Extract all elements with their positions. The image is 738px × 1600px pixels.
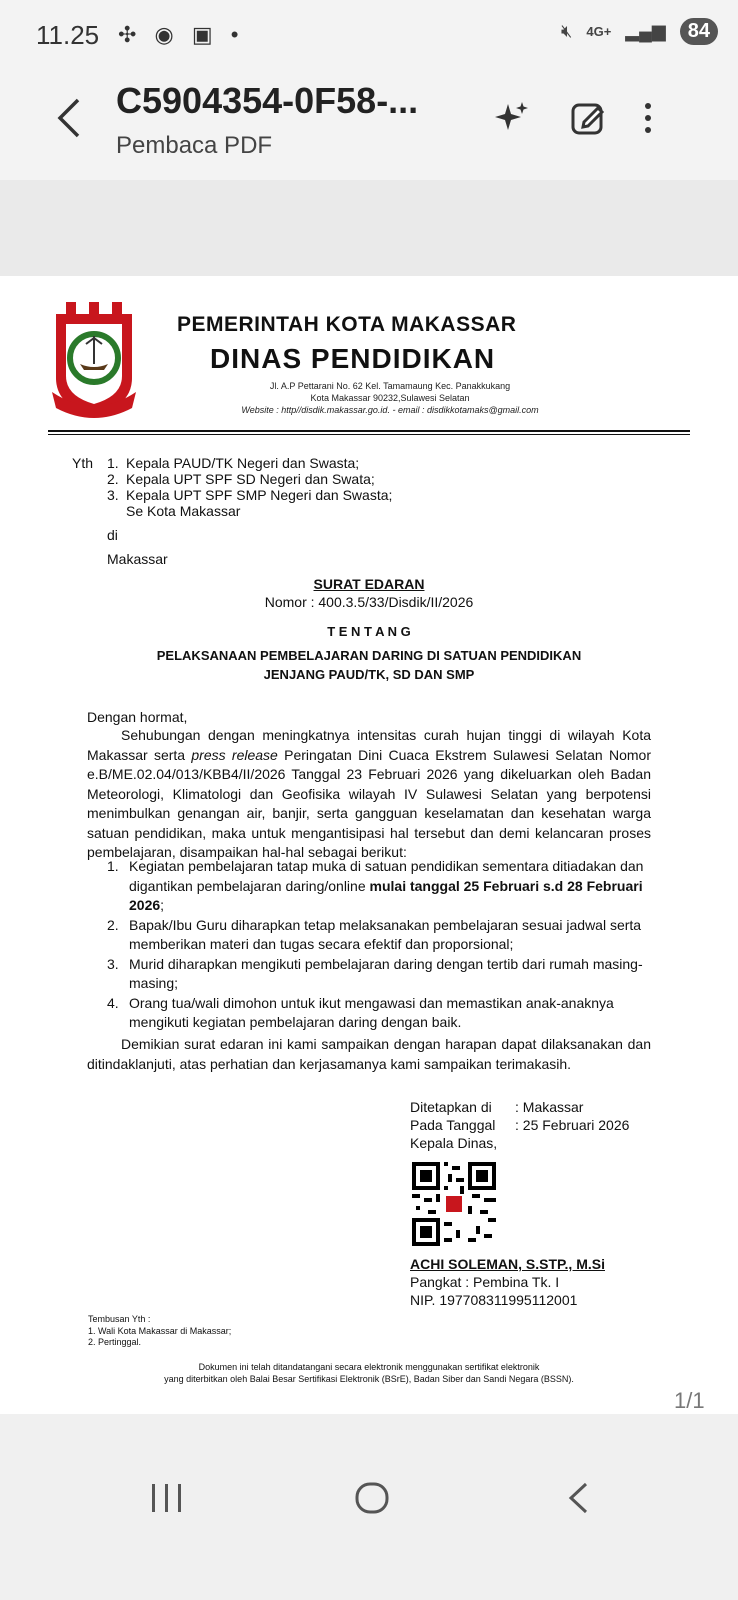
- list-text: Orang tua/wali dimohon untuk ikut mengawasi dan memastikan anak-anaknya mengikuti kegiatan pembelajaran daring dengan baik.: [129, 994, 614, 1030]
- kepala-label: Kepala Dinas,: [410, 1135, 498, 1151]
- subject-line-1: PELAKSANAAN PEMBELAJARAN DARING DI SATUAN PENDIDIKAN: [156, 648, 582, 663]
- document-title: C5904354-0F58-...: [116, 80, 419, 121]
- page-indicator: 1/1: [674, 1388, 705, 1413]
- esign-footer-1: Dokumen ini telah ditandatangani secara elektronik menggunakan sertifikat elektronik: [198, 1362, 540, 1372]
- se-kota: Se Kota Makassar: [126, 503, 241, 519]
- tanggal-label: Pada Tanggal: [410, 1117, 496, 1133]
- dept-heading: DINAS PENDIDIKAN: [210, 343, 496, 374]
- body-text-em: press release: [191, 746, 278, 763]
- header-rule-thin: [48, 434, 690, 435]
- address-line-3: Website : http//disdik.makassar.go.id. - email : disdikkotamaks@gmail.com: [241, 405, 539, 415]
- tembusan-2: 2. Pertinggal.: [88, 1337, 142, 1347]
- list-num: 2.: [107, 916, 119, 933]
- closing-paragraph: Demikian surat edaran ini kami sampaikan dengan harapan dapat dilaksanakan dan ditindaklanjuti, atas perhatian dan kerjasamanya kami sampaikan terimakasih.: [87, 1036, 651, 1072]
- signal-icon: ▂▄▆: [625, 21, 666, 41]
- yth-label: Yth: [72, 455, 94, 471]
- network-label: 4G+: [586, 24, 612, 39]
- gov-heading: PEMERINTAH KOTA MAKASSAR: [177, 313, 517, 336]
- list-num: 1.: [107, 858, 119, 874]
- home-icon[interactable]: [354, 1480, 390, 1516]
- body-paragraph: [87, 726, 651, 863]
- recipient-3: Kepala UPT SPF SMP Negeri dan Swasta;: [126, 487, 393, 503]
- address-line-1: Jl. A.P Pettarani No. 62 Kel. Tamamaung Kec. Panakkukang: [269, 381, 511, 391]
- list-item: [107, 994, 653, 1033]
- city-crest-logo: [48, 298, 140, 420]
- item-tail: ;: [160, 897, 165, 913]
- back-nav-icon[interactable]: [566, 1480, 592, 1516]
- list-item: [107, 857, 653, 916]
- viewer-gap: [0, 180, 738, 276]
- edit-icon[interactable]: [568, 98, 608, 138]
- instruction-list: [107, 857, 653, 1033]
- mute-icon: 🔇︎: [561, 21, 573, 41]
- body-text-b: Peringatan Dini Cuaca Ekstrem Sulawesi Selatan Nomor e.B/ME.02.04/013/KBB4/II/2026 Tanggal 23 Februari 2026 yang dikeluarkan oleh Badan Meteorologi, Klimatologi dan Geofisika wilayah IV Sulawesi Selatan yang berpotensi menimbulkan genangan air, banjir, serta gangguan keselamatan dan kesehatan warga satuan pendidikan, maka untuk mengantisipasi hal tersebut dan demi kelancaran proses pembelajaran, disampaikan hal-hal sebagai berikut:: [87, 746, 652, 860]
- body-text-a: Sehubungan dengan meningkatnya intensitas curah hujan tinggi di wilayah Kota Makassar serta: [87, 727, 651, 763]
- city-label: Makassar: [107, 551, 168, 567]
- sparkle-ai-icon[interactable]: [492, 98, 532, 138]
- app-subtitle: Pembaca PDF: [116, 132, 273, 159]
- item-bold: mulai tanggal 25 Februari s.d 28 Februari 2026: [129, 877, 643, 913]
- ditetapkan-label: Ditetapkan di: [410, 1099, 492, 1115]
- list-text: [129, 857, 653, 916]
- recent-apps-icon[interactable]: [150, 1480, 184, 1516]
- address-line-2: Kota Makassar 90232,Sulawesi Selatan: [310, 393, 470, 403]
- list-text: Murid diharapkan mengikuti pembelajaran daring dengan tertib dari rumah masing-masing;: [129, 955, 643, 991]
- recipient-2: Kepala UPT SPF SD Negeri dan Swata;: [126, 471, 375, 487]
- list-num: 3.: [107, 955, 119, 972]
- list-item: [107, 955, 653, 994]
- signer-nip: NIP. 197708311995112001: [410, 1292, 578, 1308]
- list-item: [107, 916, 653, 955]
- tembusan-1: 1. Wali Kota Makassar di Makassar;: [88, 1326, 232, 1336]
- app-bar: [0, 70, 738, 180]
- di-label: di: [107, 527, 118, 543]
- tentang-label: T E N T A N G: [327, 624, 411, 639]
- notification-icons: ✣ ◉ ▣ •: [118, 22, 245, 47]
- list-num: 4.: [107, 994, 119, 1011]
- signer-rank: Pangkat : Pembina Tk. I: [410, 1274, 560, 1290]
- doc-type: SURAT EDARAN: [313, 576, 425, 592]
- doc-number: Nomor : 400.3.5/33/Disdik/II/2026: [264, 594, 474, 610]
- header-rule: [48, 430, 690, 432]
- signer-name: ACHI SOLEMAN, S.STP., M.Si: [410, 1256, 605, 1272]
- recipient-num-2: 2.: [107, 471, 119, 487]
- tanggal-value: : 25 Februari 2026: [515, 1117, 630, 1133]
- status-right: [561, 18, 718, 45]
- esign-footer-2: yang diterbitkan oleh Balai Besar Sertifikasi Elektronik (BSrE), Badan Siber dan Sandi Negara (BSSN).: [164, 1374, 574, 1384]
- ditetapkan-value: : Makassar: [515, 1099, 584, 1115]
- more-options-icon[interactable]: [636, 98, 660, 138]
- greeting: Dengan hormat,: [87, 709, 188, 725]
- status-time: 11.25: [36, 20, 100, 50]
- tembusan-title: Tembusan Yth :: [88, 1314, 151, 1324]
- battery-badge: 84: [680, 18, 718, 45]
- subject-line-2: JENJANG PAUD/TK, SD DAN SMP: [263, 667, 475, 682]
- recipient-num-3: 3.: [107, 487, 119, 503]
- status-bar: [0, 0, 738, 70]
- item-text: Kegiatan pembelajaran tatap muka di satuan pendidikan sementara ditiadakan dan digantikan pembelajaran daring/online: [129, 858, 644, 894]
- back-arrow-icon[interactable]: [52, 94, 88, 142]
- recipient-num-1: 1.: [107, 455, 119, 471]
- list-text: Bapak/Ibu Guru diharapkan tetap melaksanakan pembelajaran sesuai jadwal serta memberikan materi dan tugas secara efektif dan proporsional;: [129, 916, 642, 952]
- recipient-1: Kepala PAUD/TK Negeri dan Swasta;: [126, 455, 360, 471]
- qr-code: [412, 1162, 496, 1246]
